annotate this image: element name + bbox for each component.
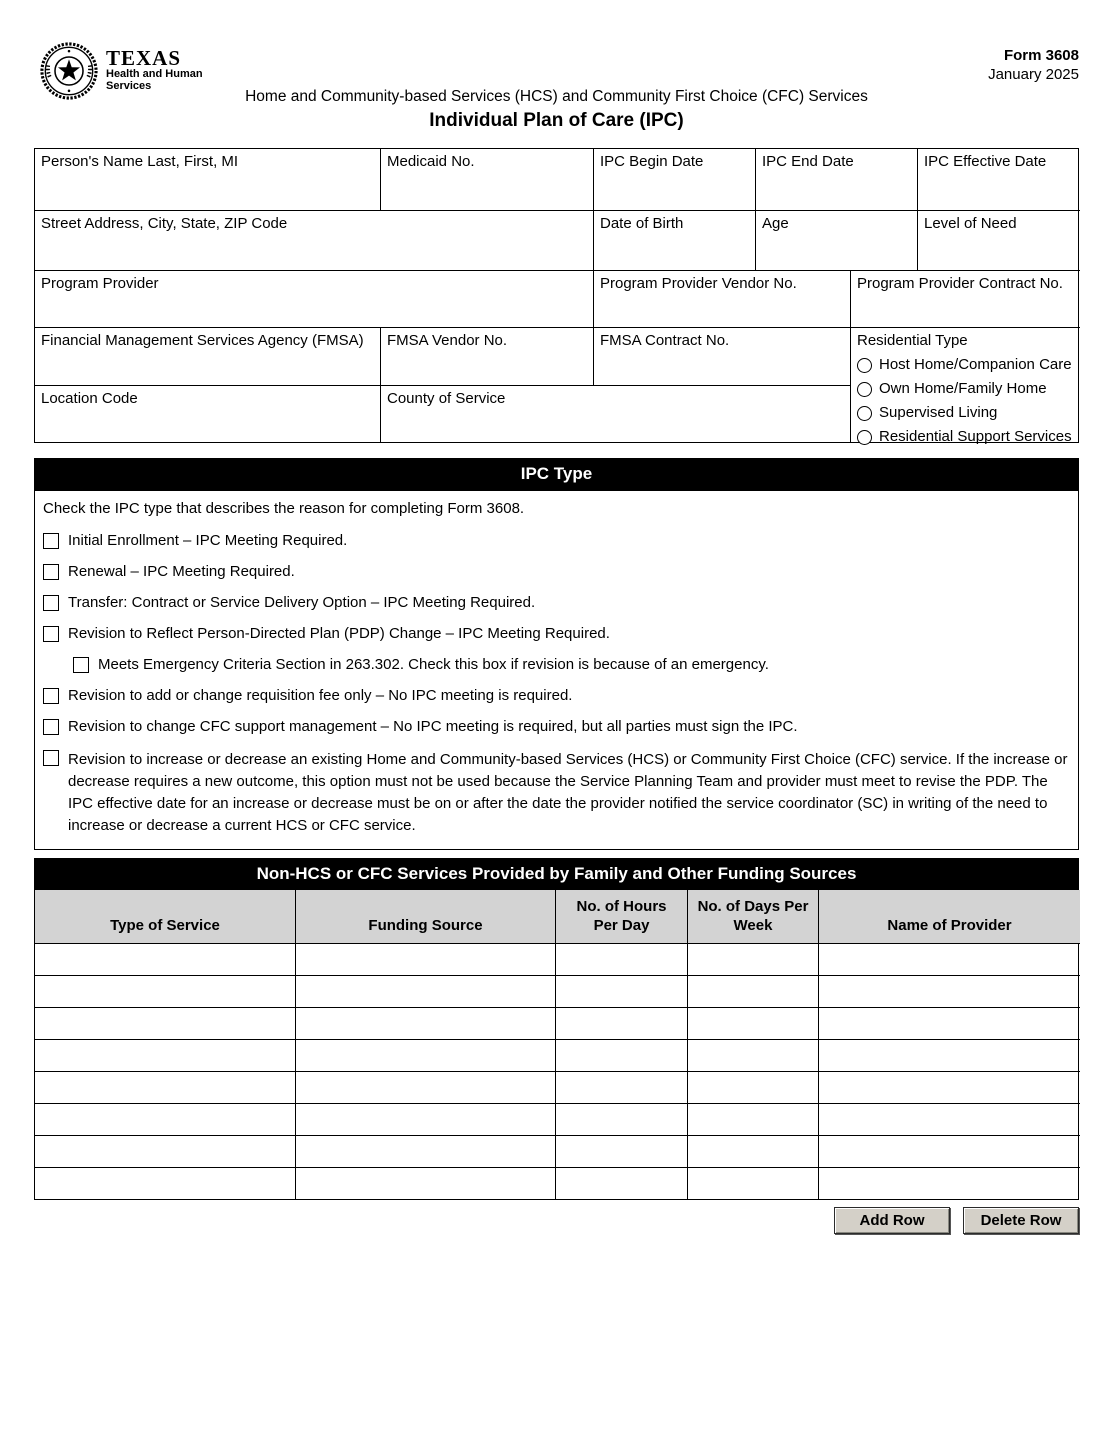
table-cell[interactable]: [555, 1103, 687, 1135]
col-header-days-per-week: No. of Days Per Week: [687, 890, 818, 943]
col-header-funding-source: Funding Source: [295, 890, 555, 943]
checkbox-icon[interactable]: [43, 719, 59, 735]
ipc-option-label: Revision to add or change requisition fee only – No IPC meeting is required.: [68, 687, 573, 704]
table-cell[interactable]: [35, 975, 295, 1007]
ipc-option-label: Revision to increase or decrease an existing Home and Community-based Services (HCS) or Community First Choice (CFC) service. If the increase or decrease requires a new outcome, this option must not be used because the Service Planning Team and provider must meet to revise the PDP. The IPC effective date for an increase or decrease must be on or after the date the provider notified the service coordinator (SC) in writing of the need to increase or decrease a current HCS or CFC service.: [68, 751, 1068, 834]
radio-icon[interactable]: [857, 358, 872, 373]
table-cell[interactable]: [295, 1039, 555, 1071]
table-cell[interactable]: [818, 1007, 1080, 1039]
ipc-option-revision-pdp: [43, 625, 1068, 643]
form-header: [34, 40, 1079, 148]
ipc-option-initial-enrollment: [43, 532, 1068, 550]
table-cell[interactable]: [35, 1103, 295, 1135]
table-cell[interactable]: [555, 1071, 687, 1103]
ipc-type-section: [34, 490, 1079, 850]
table-cell[interactable]: [818, 975, 1080, 1007]
add-row-button[interactable]: Add Row: [834, 1207, 950, 1234]
ipc-type-instruction: Check the IPC type that describes the reason for completing Form 3608.: [43, 500, 525, 517]
fmsa-contract-no-field[interactable]: FMSA Contract No.: [593, 327, 850, 385]
radio-icon[interactable]: [857, 382, 872, 397]
fmsa-field[interactable]: Financial Management Services Agency (FMSA): [35, 327, 380, 385]
level-of-need-field[interactable]: Level of Need: [917, 210, 1080, 270]
program-provider-field[interactable]: Program Provider: [35, 270, 593, 327]
ipc-option-label: Revision to change CFC support management – No IPC meeting is required, but all parties must sign the IPC.: [68, 718, 798, 735]
person-name-field[interactable]: Person's Name Last, First, MI: [41, 153, 239, 170]
table-cell[interactable]: [687, 1167, 818, 1199]
county-of-service-field[interactable]: County of Service: [380, 385, 850, 442]
checkbox-icon[interactable]: [43, 564, 59, 580]
table-cell[interactable]: [818, 1167, 1080, 1199]
table-cell[interactable]: [35, 1071, 295, 1103]
table-cell[interactable]: [295, 1167, 555, 1199]
table-actions: [34, 1207, 1079, 1234]
medicaid-no-field[interactable]: Medicaid No.: [380, 149, 593, 210]
location-code-field[interactable]: Location Code: [35, 385, 380, 442]
residential-option-supervised-living[interactable]: [857, 404, 1074, 422]
table-cell[interactable]: [687, 1039, 818, 1071]
agency-logo-text: [106, 42, 203, 92]
table-cell[interactable]: [687, 1007, 818, 1039]
residential-option-own-home[interactable]: [857, 380, 1074, 398]
form-number: Form 3608: [1003, 47, 1079, 64]
table-cell[interactable]: [295, 943, 555, 975]
col-header-hours-per-day: No. of Hours Per Day: [555, 890, 687, 943]
table-cell[interactable]: [818, 1071, 1080, 1103]
table-cell[interactable]: [555, 1007, 687, 1039]
residential-option-label: Supervised Living: [879, 404, 998, 421]
checkbox-icon[interactable]: [43, 533, 59, 549]
table-cell[interactable]: [35, 943, 295, 975]
residential-type-group: [850, 327, 1080, 445]
table-cell[interactable]: [295, 975, 555, 1007]
person-info-table: [34, 148, 1079, 443]
ipc-begin-date-field[interactable]: IPC Begin Date: [593, 149, 755, 210]
table-cell[interactable]: [555, 975, 687, 1007]
table-cell[interactable]: [295, 1007, 555, 1039]
ipc-effective-date-field[interactable]: IPC Effective Date: [917, 149, 1080, 210]
page-title: Individual Plan of Care (IPC): [429, 110, 684, 131]
agency-name: TEXAS: [106, 46, 182, 70]
table-cell[interactable]: [687, 1135, 818, 1167]
ipc-type-section-header: IPC Type: [34, 458, 1079, 490]
checkbox-icon[interactable]: [43, 595, 59, 611]
table-cell[interactable]: [555, 943, 687, 975]
residential-option-label: Own Home/Family Home: [879, 380, 1047, 397]
radio-icon[interactable]: [857, 406, 872, 421]
table-cell[interactable]: [295, 1071, 555, 1103]
table-cell[interactable]: [555, 1135, 687, 1167]
checkbox-icon[interactable]: [43, 626, 59, 642]
col-header-type-of-service: Type of Service: [35, 890, 295, 943]
checkbox-icon[interactable]: [73, 657, 89, 673]
table-cell[interactable]: [295, 1103, 555, 1135]
table-cell[interactable]: [555, 1167, 687, 1199]
ipc-option-label: Transfer: Contract or Service Delivery Option – IPC Meeting Required.: [68, 594, 536, 611]
ipc-option-emergency-criteria: [73, 656, 1068, 674]
form-date: January 2025: [988, 66, 1079, 83]
ipc-option-renewal: [43, 563, 1068, 581]
table-cell[interactable]: [818, 1135, 1080, 1167]
date-of-birth-field[interactable]: Date of Birth: [593, 210, 755, 270]
ipc-end-date-field[interactable]: IPC End Date: [755, 149, 917, 210]
fmsa-vendor-no-field[interactable]: FMSA Vendor No.: [380, 327, 593, 385]
ipc-option-requisition-fee: [43, 687, 1068, 705]
agency-subname-line2: Services: [106, 80, 152, 92]
services-section-header: Non-HCS or CFC Services Provided by Family and Other Funding Sources: [34, 858, 1079, 890]
delete-row-button[interactable]: Delete Row: [963, 1207, 1079, 1234]
program-provider-contract-no-field[interactable]: Program Provider Contract No.: [850, 270, 1080, 327]
residential-option-host-home[interactable]: [857, 356, 1074, 374]
ipc-option-label: Renewal – IPC Meeting Required.: [68, 563, 295, 580]
table-cell[interactable]: [687, 975, 818, 1007]
residential-option-residential-support[interactable]: [857, 428, 1074, 446]
table-cell[interactable]: [35, 1007, 295, 1039]
table-cell[interactable]: [818, 1103, 1080, 1135]
table-cell[interactable]: [687, 1071, 818, 1103]
table-cell[interactable]: [35, 1167, 295, 1199]
agency-subname-line1: Health and Human: [106, 68, 203, 80]
program-provider-vendor-no-field[interactable]: Program Provider Vendor No.: [593, 270, 850, 327]
ipc-option-cfc-support-management: [43, 718, 1068, 736]
address-field[interactable]: Street Address, City, State, ZIP Code: [35, 210, 593, 270]
table-cell[interactable]: [687, 1103, 818, 1135]
ipc-option-transfer: [43, 594, 1068, 612]
form-identifier: [988, 46, 1079, 84]
residential-option-label: Residential Support Services: [879, 428, 1072, 445]
checkbox-icon[interactable]: [43, 688, 59, 704]
ipc-option-increase-decrease: [43, 749, 1068, 837]
checkbox-icon[interactable]: [43, 750, 59, 766]
radio-icon[interactable]: [857, 430, 872, 445]
col-header-name-of-provider: Name of Provider: [818, 890, 1080, 943]
residential-type-label: Residential Type: [857, 332, 968, 349]
age-field[interactable]: Age: [755, 210, 917, 270]
table-cell[interactable]: [35, 1135, 295, 1167]
residential-option-label: Host Home/Companion Care: [879, 356, 1072, 373]
form-subtitle: Home and Community-based Services (HCS) and Community First Choice (CFC) Services: [245, 88, 868, 105]
table-cell[interactable]: [818, 943, 1080, 975]
services-table: [34, 890, 1079, 1200]
table-cell[interactable]: [295, 1135, 555, 1167]
ipc-option-label: Revision to Reflect Person-Directed Plan (PDP) Change – IPC Meeting Required.: [68, 625, 610, 642]
table-cell[interactable]: [687, 943, 818, 975]
ipc-option-label: Meets Emergency Criteria Section in 263.302. Check this box if revision is because of an emergency.: [98, 656, 769, 673]
table-cell[interactable]: [818, 1039, 1080, 1071]
table-cell[interactable]: [35, 1039, 295, 1071]
table-cell[interactable]: [555, 1039, 687, 1071]
ipc-option-label: Initial Enrollment – IPC Meeting Required.: [68, 532, 348, 549]
